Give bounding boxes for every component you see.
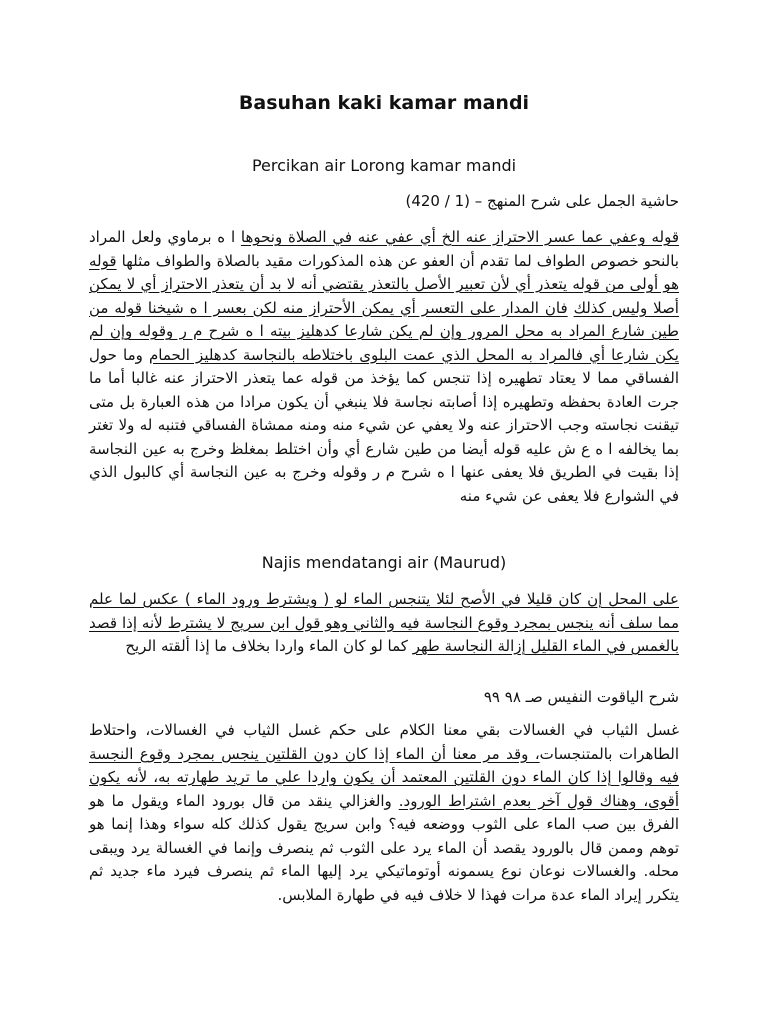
section-heading-najis: Najis mendatangi air (Maurud)	[261, 553, 507, 572]
arabic-paragraph-1	[89, 226, 679, 508]
section-heading-percikan: Percikan air Lorong kamar mandi	[251, 156, 517, 175]
source-reference-hasyiah: حاشية الجمل على شرح المنهج – (1 / 420)	[405, 192, 679, 210]
plain-text: وما حول الفساقي مما لا يعتاد تطهيره إذا تنجس كما يؤخذ من قوله عما يتعذر الاحتراز عنه غالبا أما ما جرت العادة بحفظه وتطهيره إذا أصابته نجاسة فلا ينبغي أن يكون مرادا من هذه العبارة بل متى تيقنت نجاسته وجب الاحتراز عنه ولا يعفي عن شيء منه ومنه ممشاة الفساقي فتنبه له ولا تغتر بما يخالفه ا ه ع ش عليه قوله أيضا من طين شارع أي وأن اختلط بمغلظ وخرج به عين النجاسة إذا بقيت في الطريق فلا يعفى عنها ا ه شرح م ر وقوله وخرج به عين النجاسة أي كالبول الذي في الشوارع فلا يعفى عن شيء منه	[89, 345, 679, 505]
plain-text: والغزالي ينقد من قال بورود الماء ويقول ما هو الفرق بين صب الماء على الثوب ووضعه فيه؟ وابن سريج يقول كذلك كله سواء وهذا إنما هو توهم وممن قال بالورود يقصد أن الماء يرد على الثوب ثم ينصرف وإنما في الغسالة يرد ويبقى محله. والغسالات نوعان نوع يسمونه أوتوماتيكي يرد إليها الماء ثم ينصرف فيرد ماء جديد ثم يتكرر إيراد الماء عدة مرات فهذا لا خلاف فيه في طهارة الملابس.	[89, 791, 679, 904]
underlined-text: على المحل إن كان قليلا في الأصح لئلا يتنجس الماء لو ( ويشترط ورود الماء ) عكس لما علم مما سلف أنه ينجس بمجرد وقوع النجاسة فيه والثاني وهو قول ابن سريج لا يشترط لأنه إذا قصد بالغمس في الماء القليل إزالة النجاسة طهر	[89, 590, 679, 655]
arabic-paragraph-2	[89, 588, 679, 659]
underlined-text: فان المدار على التعسر أي يمكن الأحتراز منه لكن بعسر ا ه شيخنا قوله من طين شارع المراد به محل المرور وإن لم يكن شارعا كدهليز بيته ا ه شرح م ر وقوله وإن لم يكن شارعا أي فالمراد به المحل الذي عمت البلوى باختلاطه بالنجاسة كدهليز الحمام	[89, 298, 679, 364]
underlined-text: قوله هو أولى من قوله يتعذر أي لأن تعبير الأصل بالتعذر يقتضي أنه لا بد أن يتعذر الاحتراز أي لا يمكن أصلا وليس كذلك	[89, 251, 679, 317]
plain-text: ا ه برماوي ولعل المراد بالنحو خصوص الطواف لما تقدم أن العفو عن هذه المذكورات مقيد بالصلاة والطواف مثلها	[89, 228, 679, 270]
arabic-paragraph-3	[89, 719, 679, 907]
underlined-text: قوله وعفي عما عسر الاحتراز عنه الخ أي عفي عنه في الصلاة ونحوها	[240, 228, 679, 246]
plain-text: كما لو كان الماء واردا بخلاف ما إذا ألقته الريح	[125, 637, 413, 655]
source-reference-yaqut: شرح الياقوت النفيس صـ ٩٨ ٩٩	[483, 688, 679, 706]
document-title: Basuhan kaki kamar mandi	[238, 92, 530, 114]
underlined-text: ، وقد مر معنا أن الماء إذا كان دون القلتين ينجس بمجرد وقوع النجسة فيه وقالوا إذا كان الماء دون القلتين المعتمد أن يكون واردا علي ما تريد طهارته به، لأنه يكون أقوى، وهناك قول آخر بعدم اشتراط الورود.	[89, 744, 679, 810]
plain-text: غسل الثياب في الغسالات بقي معنا الكلام على حكم غسل الثياب في الغسالات، واحتلاط الطاهرات بالمتنجسات	[89, 721, 679, 763]
